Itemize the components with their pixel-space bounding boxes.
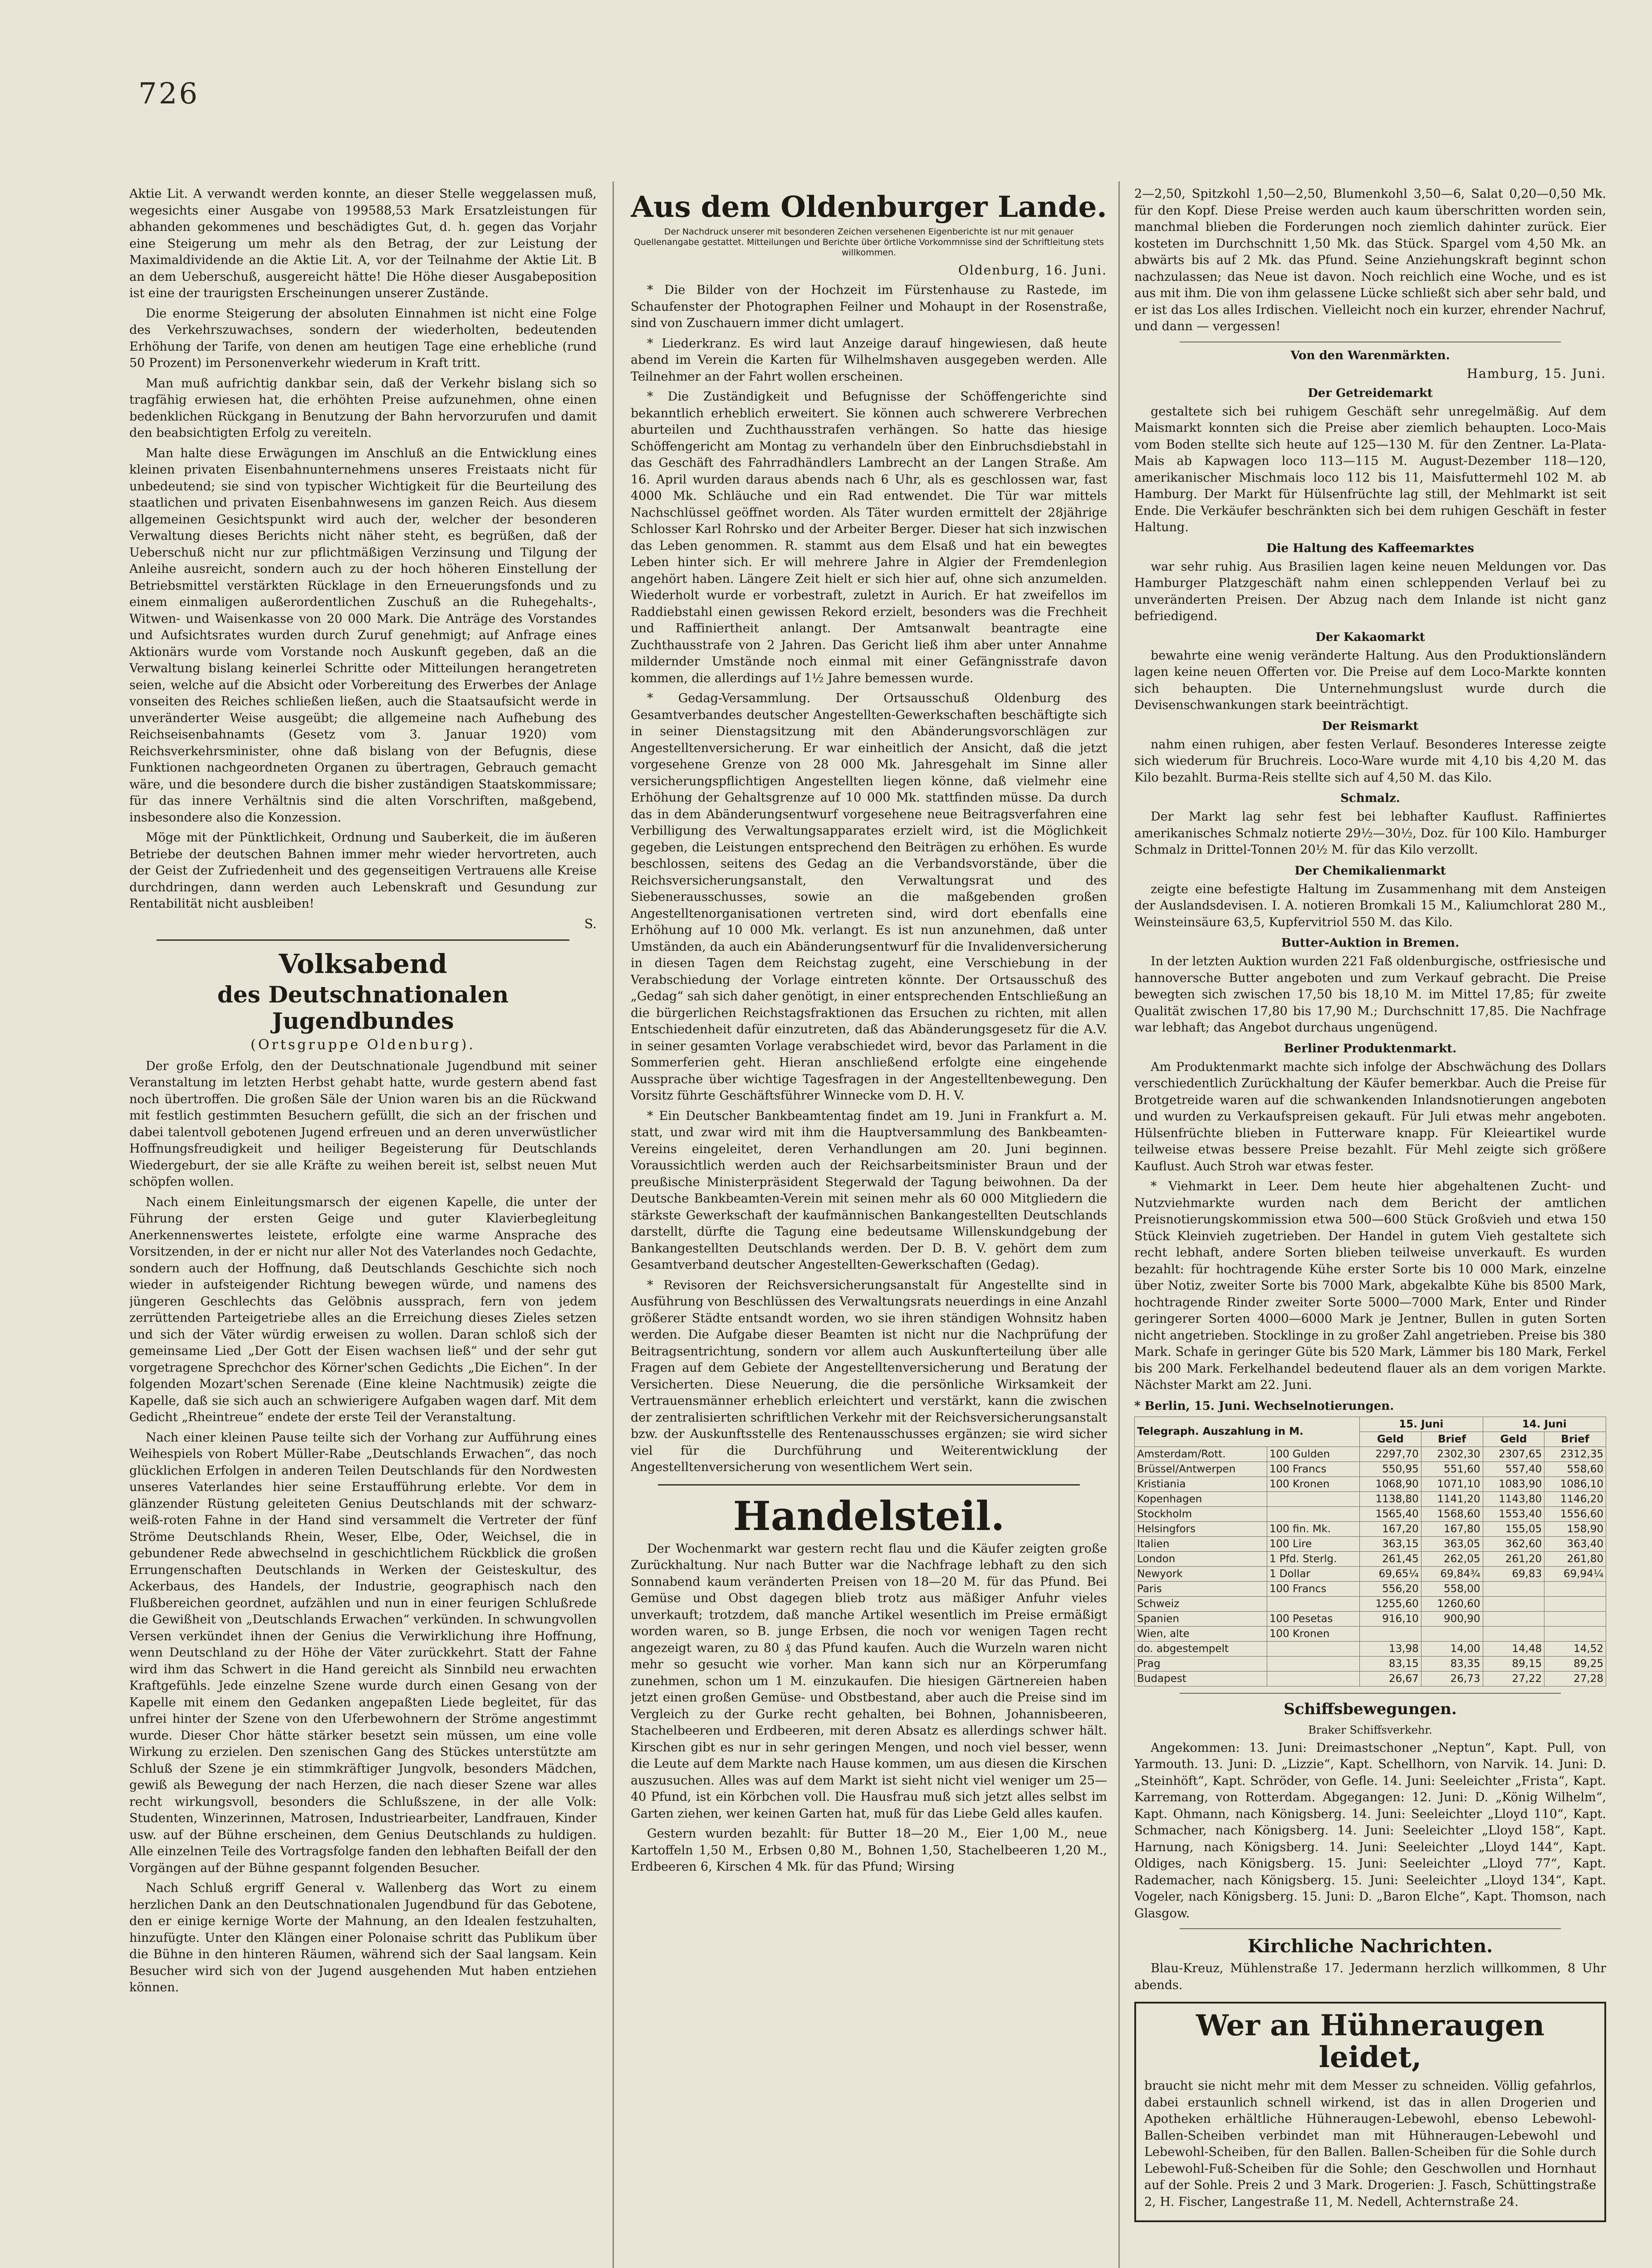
rate-cell: 167,20 — [1360, 1521, 1422, 1536]
rate-cell: 14,00 — [1421, 1641, 1483, 1656]
rate-cell — [1544, 1596, 1606, 1611]
currency-unit: 1 Pfd. Sterlg. — [1267, 1551, 1359, 1566]
table-row — [1135, 1506, 1606, 1521]
rate-cell: 2312,35 — [1544, 1447, 1606, 1461]
table-row — [1135, 1491, 1606, 1506]
rate-cell: 1086,10 — [1544, 1476, 1606, 1491]
currency-unit: 100 Francs — [1267, 1461, 1359, 1476]
rate-cell: 900,90 — [1421, 1611, 1483, 1626]
news-item: * Ein Deutscher Bankbeamtentag findet am 19. Juni in Frankfurt a. M. statt, und zwar wird mit ihm die Hauptversammlung des Bankbeamten-Vereins eingeleitet, deren Verhandlungen am 20. Juni beginnen. Voraussichtlich werden auch der Reichsarbeitsminister Braun und der preußische Ministerpräsident Stegerwald der Tagung beiwohnen. Da der Deutsche Bankbeamten-Verein mit seinen mehr als 60 000 Mitgliedern die stärkste Gewerkschaft der kaufmännischen Bankangestellten Deutschlands darstellt, dürfte die Tagung eine bedeutsame Willenskundgebung der Bankangestellten Deutschlands werden. Der D. B. V. gehört dem zum Gesamtverband deutscher Angestellten-Gewerkschaften (Gedag). — [631, 1109, 1107, 1272]
rate-cell: 26,67 — [1360, 1671, 1422, 1686]
column-right — [1134, 186, 1606, 2268]
rate-cell: 89,15 — [1483, 1656, 1544, 1671]
table-row — [1135, 1656, 1606, 1671]
currency-place: do. abgestempelt — [1135, 1641, 1267, 1656]
rate-cell: 1255,60 — [1360, 1596, 1422, 1611]
market-heading: Der Chemikalienmarkt — [1294, 864, 1446, 878]
rate-cell: 2302,30 — [1421, 1447, 1483, 1461]
reprint-note: Der Nachdruck unserer mit besonderen Zeichen versehenen Eigenberichte ist nur mit genauer Quellenangabe gestattet. Mitteilungen und Berichte über örtliche Vorkommnisse sind der Schriftleitung stets willkommen. — [633, 227, 1104, 258]
currency-place: Helsingfors — [1135, 1521, 1267, 1536]
article-paragraph: Möge mit der Pünktlichkeit, Ordnung und Sauberkeit, die im äußeren Betriebe der deutschen Bahnen immer mehr wieder hervortreten, auch der Geist der Zufriedenheit und des gegenseitigen Vertrauens alle Kreise durchdringen, dann werden auch Lebenskraft und Gesundung zur Rentabilität nicht ausbleiben! — [129, 831, 597, 911]
currency-place: London — [1135, 1551, 1267, 1566]
market-text: zeigte eine befestigte Haltung im Zusammenhang mit dem Ansteigen der Auslandsdevisen. I. A. notieren Bromkali 15 M., Kaliumchlorat 280 M., Weinsteinsäure 63,5, Kupfervitriol 550 M. das Kilo. — [1134, 882, 1606, 929]
article-paragraph: Nach einer kleinen Pause teilte sich der Vorhang zur Aufführung eines Weihespiels von Robert Müller-Rabe „Deutschlands Erwachen“, das noch glücklichen Erfolgen in anderen Teilen Deutschlands für den Nordwesten unseres Vaterlandes hier seine Erstaufführung erlebte. Vor dem in glänzender Rüstung geleiteten Genius Deutschlands mit der schwarz-weiß-roten Fahne in der Hand sind versammelt die Vertreter der fünf Ströme Deutschlands Rhein, Weser, Elbe, Oder, Weichsel, die in gebundener Rede abwechselnd in geschichtlichem Rückblick die großen Errungenschaften Deutschlands in Werken der Geisteskultur, des Ackerbaus, des Handels, der Industrie, geographisch nach den Flußbereichen geordnet, aufzählen und nun in einer feurigen Schlußrede die Gewißheit von „Deutschlands Erwachen“ verkünden. In schwungvollen Versen verkündet ihnen der Genius die Verwirklichung ihre Hoffnung, wenn Deutschland zu der Höhe der Väter zurückkehrt. Statt der Fahne wird ihm das Schwert in die Hand gereicht als Sinnbild neu erwachten Kraftgefühls. Jede einzelne Szene wurde durch einen Gesang von der Kapelle mit einem den Gedanken angepaßten Liede begleitet, für das unfrei hinter der Szene von den Uferbewohnern der Ströme angestimmt wurde. Dieser Chor hätte stärker besetzt sein müssen, um eine volle Wirkung zu erzielen. Den szenischen Gang des Stückes unterstützte am Schluß der Szene je ein stimmkräftiger Jungvolk, besonders Mädchen, gewiß als Bewegung der nach Herzen, die nach dieser Szene war alles recht wirkungsvoll, besonders die Schlußszene, in der alle Volk: Studenten, Winzerinnen, Matrosen, Industriearbeiter, Landfrauen, Kinder usw. auf der Bühne erscheinen, dem Genius Deutschlands zu huldigen. Alle einzelnen Teile des Vortragsfolge fanden den lebhaften Beifall der den Vorgängen auf der Bühne gespannt folgenden Besucher. — [129, 1430, 597, 1875]
rate-cell: 2297,70 — [1360, 1447, 1422, 1461]
advertisement — [1134, 2002, 1606, 2222]
rate-cell: 558,60 — [1544, 1461, 1606, 1476]
rate-cell: 556,20 — [1360, 1581, 1422, 1596]
news-item: * Revisoren der Reichsversicherungsanstalt für Angestellte sind in Ausführung von Beschlüssen des Verwaltungsrats neuerdings in eine Anzahl größerer Städte entsandt worden, wo sie ihren ständigen Wohnsitz haben werden. Die Aufgabe dieser Beamten ist nicht nur die Nachprüfung der Beitragsentrichtung, sondern vor allem auch Auskunfterteilung über alle Fragen auf dem Gebiete der Angestelltenversicherung und Beratung der Versicherten. Diese Neuerung, die die persönliche Wirksamkeit der Vertrauensmänner erheblich erleichtert und verstärkt, kann die zwischen der zentralisierten schriftlichen Verkehr mit der Reichsversicherungsanstalt bzw. der Auskunftsstelle des Rentenausschusses ergänzen; sie wird sicher viel für die Durchführung und Weiterentwicklung der Angestelltenversicherung von wesentlichem Wert sein. — [631, 1278, 1107, 1474]
market-reports — [1134, 386, 1606, 1394]
section-divider — [658, 1484, 1080, 1486]
article-paragraph: 2—2,50, Spitzkohl 1,50—2,50, Blumenkohl 3,50—6, Salat 0,20—0,50 Mk. für den Kopf. Diese Preise werden auch kaum überschritten worden sein, manchmal blieben die Forderungen noch ziemlich dahinter zurück. Eier kosteten im Durchschnitt 1,50 Mk. das Stück. Spargel vom 4,50 Mk. an abwärts bis auf 2 Mk. das Pfund. Seine Anziehungskraft beginnt schon nachzulassen; das Neue ist davon. Noch reichlich eine Woche, und es ist aus mit ihm. Die von ihm gelassene Lücke schließt sich aber sehr bald, und er ist das Los alles Irdischen. Vielleicht noch ein kurzer, ehrender Nachruf, und dann — vergessen! — [1134, 187, 1606, 333]
rate-cell: 69,84¾ — [1421, 1566, 1483, 1581]
currency-place: Prag — [1135, 1656, 1267, 1671]
currency-unit — [1267, 1506, 1359, 1521]
rate-cell: 916,10 — [1360, 1611, 1422, 1626]
article-paragraph: Man halte diese Erwägungen im Anschluß an die Entwicklung eines kleinen privaten Eisenbahnunternehmens unseres Freistaats nicht für unbedeutend; sie sind von typischer Wichtigkeit für die Beurteilung des staatlichen und privaten Eisenbahnwesens im ganzen Reich. Aus diesem allgemeinen Gesichtspunkt wird auch der, welcher der besonderen Verwaltung dieses Berichts nicht näher steht, es begrüßen, daß der Ueberschuß nicht nur zur pflichtmäßigen Verzinsung und Tilgung der Anleihe ausreicht, sondern auch zu der hoch höheren Einstellung der Betriebsmittel verstärkten Rücklage in den Erneuerungsfonds und zu einem einmaligen außerordentlichen Zuschuß an die Ruhegehalts-, Witwen- und Waisenkasse von 20 000 Mark. Die Anträge des Vorstandes und Aufsichtsrates wurden durch Zuruf genehmigt; auf Anfrage eines Aktionärs wurde vom Vorstande noch Auskunft gegeben, daß an die Verwaltung bislang keinerlei Schritte oder Mitteilungen herangetreten seien, welche auf die Absicht oder Vorbereitung des Erwerbes der Anlage vonseiten des Reiches schließen ließen, auch die Staatsaufsicht werde in unveränderter Weise ausgeübt; die allgemeine nach Aufhebung des Reichseisenbahnamts (Gesetz vom 3. Januar 1920) vom Reichsverkehrsminister, ohne daß bislang von der Befugnis, diese Funktionen nachgeordneten Organen zu übertragen, Gebrauch gemacht wäre, und die besondere durch die bisher zuständigen Staatskommissare; für das innere Verhältnis sind die alten Vorschriften, maßgebend, insbesondere also die Konzession. — [129, 446, 597, 825]
rate-cell: 83,15 — [1360, 1656, 1422, 1671]
market-text: Der Markt lag sehr fest bei lebhafter Kauflust. Raffiniertes amerikanisches Schmalz notierte 29½—30½, Doz. für 100 Kilo. Hamburger Schmalz in Drittel-Tonnen 20½ M. für das Kilo verzollt. — [1134, 810, 1606, 857]
table-header: Telegraph. Auszahlung in M. — [1135, 1417, 1360, 1447]
rate-cell: 261,80 — [1544, 1551, 1606, 1566]
column-left — [129, 186, 597, 2268]
rate-cell: 1071,10 — [1421, 1476, 1483, 1491]
article-paragraph: Blau-Kreuz, Mühlenstraße 17. Jedermann herzlich willkommen, 8 Uhr abends. — [1134, 1961, 1606, 1992]
rate-cell: 14,52 — [1544, 1641, 1606, 1656]
rate-cell: 1260,60 — [1421, 1596, 1483, 1611]
table-row — [1135, 1476, 1606, 1491]
rate-cell: 363,15 — [1360, 1536, 1422, 1551]
table-row — [1135, 1461, 1606, 1476]
table-row — [1135, 1641, 1606, 1656]
currency-place: Newyork — [1135, 1566, 1267, 1581]
rate-cell — [1544, 1626, 1606, 1641]
currency-place: Italien — [1135, 1536, 1267, 1551]
rate-cell: 558,00 — [1421, 1581, 1483, 1596]
rate-cell: 262,05 — [1421, 1551, 1483, 1566]
rate-cell: 362,60 — [1483, 1536, 1544, 1551]
currency-unit: 100 Kronen — [1267, 1476, 1359, 1491]
currency-place: Stockholm — [1135, 1506, 1267, 1521]
currency-place: Wien, alte — [1135, 1626, 1267, 1641]
currency-place: Budapest — [1135, 1671, 1267, 1686]
news-item: * Die Bilder von der Hochzeit im Fürstenhause zu Rastede, im Schaufenster der Photographen Feilner und Mohaupt in der Rosenstraße, sind von Zuschauern immer dicht umlagert. — [631, 283, 1107, 330]
rate-cell — [1544, 1581, 1606, 1596]
table-row — [1135, 1536, 1606, 1551]
section-title: Aus dem Oldenburger Lande. — [631, 190, 1107, 224]
section-divider — [1180, 1928, 1561, 1929]
article-paragraph: Der große Erfolg, den der Deutschnationale Jugendbund mit seiner Veranstaltung im letzten Herbst gehabt hatte, wurde gestern abend fast noch übertroffen. Die großen Säle der Union waren bis an die Rückwand mit festlich gestimmten Besuchern gefüllt, die sich an der frischen und dabei talentvoll gebotenen Jugend erfreuen und an deren unverwüstlicher Hoffnungsfreudigkeit und heiliger Begeisterung für Deutschlands Wiedergeburt, der sie alle Kräfte zu weihen bereit ist, selbst neuen Mut schöpfen wollen. — [129, 1059, 597, 1189]
currency-place: Schweiz — [1135, 1596, 1267, 1611]
column-rule — [613, 181, 614, 2268]
currency-place: Paris — [1135, 1581, 1267, 1596]
section-title: Schiffsbewegungen. — [1284, 1700, 1457, 1718]
rate-cell: 69,94¼ — [1544, 1566, 1606, 1581]
rate-cell — [1421, 1626, 1483, 1641]
rate-cell: 557,40 — [1483, 1461, 1544, 1476]
rate-cell: 1138,80 — [1360, 1491, 1422, 1506]
currency-unit — [1267, 1671, 1359, 1686]
section-subtitle: (Ortsgruppe Oldenburg). — [250, 1036, 476, 1053]
section-title: Volksabend — [279, 948, 447, 979]
market-heading: Der Reismarkt — [1322, 719, 1419, 733]
currency-unit — [1267, 1641, 1359, 1656]
table-header: Brief — [1421, 1432, 1483, 1447]
rate-cell: 550,95 — [1360, 1461, 1422, 1476]
market-text: Am Produktenmarkt machte sich infolge der Abschwächung des Dollars verschiedentlich Zurückhaltung der Käufer bemerkbar. Auch die Preise für Brotgetreide waren auf die schwankenden Inlandsnotierungen angeboten und wurden zu Verkaufspreisen gekauft. Für Juli etwas mehr angeboten. Hülsenfrüchte blieben in Futterware knapp. Für Kleieartikel wurde teilweise etwas bessere Preise bezahlt. Für Mehl zeigte sich größere Kauflust. Auch Stroh war etwas fester. — [1134, 1060, 1606, 1173]
rate-cell: 167,80 — [1421, 1521, 1483, 1536]
rate-cell — [1483, 1596, 1544, 1611]
rate-cell: 1553,40 — [1483, 1506, 1544, 1521]
table-header: Brief — [1544, 1432, 1606, 1447]
table-row — [1135, 1521, 1606, 1536]
rate-cell: 27,22 — [1483, 1671, 1544, 1686]
rate-cell: 14,48 — [1483, 1641, 1544, 1656]
currency-unit: 100 Gulden — [1267, 1447, 1359, 1461]
currency-place: Kopenhagen — [1135, 1491, 1267, 1506]
table-row — [1135, 1581, 1606, 1596]
section-title: Handelsteil. — [733, 1492, 1005, 1540]
news-item: * Die Zuständigkeit und Befugnisse der Schöffengerichte sind bekanntlich erheblich erweitert. Sie können auch schwerere Verbrechen aburteilen und Zuchthausstrafen verhängen. So hatte das hiesige Schöffengericht am Montag zu verhandeln über den Einbruchsdiebstahl in das Geschäft des Fahrradhändlers Lambrecht an der Langen Straße. Am 16. April wurden daraus abends nach 6 Uhr, als es geschlossen war, fast 4000 Mk. Schläuche und ein Rad entwendet. Die Tür war mittels Nachschlüssel geöffnet worden. Als Täter wurden ermittelt der 28jährige Schlosser Karl Rohrsko und der Arbeiter Berger. Dieser hat sich inzwischen das Leben genommen. R. stammt aus dem Elsaß und hat ein bewegtes Leben hinter sich. Er will mehrere Jahre in Algier der Fremdenlegion angehört haben. Längere Zeit hielt er sich hier auf, ohne sich anzumelden. Wiederholt wurde er vorbestraft, zuletzt in Aurich. Er hat zweifellos im Raddiebstahl einen gewissen Rekord erzielt, besonders was die Frechheit und Raffiniertheit anlangt. Der Amtsanwalt beantragte eine Zuchthausstrafe von 2 Jahren. Das Gericht ließ ihm aber unter Annahme mildernder Umstände noch einmal mit einer Gefängnisstrafe davon kommen, die allerdings auf 1½ Jahre bemessen wurde. — [631, 390, 1107, 685]
rate-cell: 261,20 — [1483, 1551, 1544, 1566]
rate-cell: 2307,65 — [1483, 1447, 1544, 1461]
market-heading: Berliner Produktenmarkt. — [1284, 1041, 1457, 1056]
currency-place: Brüssel/Antwerpen — [1135, 1461, 1267, 1476]
rate-cell: 13,98 — [1360, 1641, 1422, 1656]
currency-unit — [1267, 1491, 1359, 1506]
rate-cell: 155,05 — [1483, 1521, 1544, 1536]
rate-cell: 69,83 — [1483, 1566, 1544, 1581]
rate-cell: 69,65¼ — [1360, 1566, 1422, 1581]
rate-cell — [1544, 1611, 1606, 1626]
section-subtitle: Braker Schiffsverkehr. — [1308, 1723, 1432, 1736]
table-row — [1135, 1447, 1606, 1461]
market-heading: Der Getreidemarkt — [1308, 386, 1433, 400]
table-header: Geld — [1483, 1432, 1544, 1447]
rate-cell: 1068,90 — [1360, 1476, 1422, 1491]
article-paragraph: Gestern wurden bezahlt: für Butter 18—20 M., Eier 1,00 M., neue Kartoffeln 1,50 M., Erbsen 0,80 M., Bohnen 1,50, Stachelbeeren 1,20 M., Erdbeeren 6, Kirschen 4 Mk. für das Pfund; Wirsing — [631, 1827, 1107, 1874]
section-title: Von den Warenmärkten. — [1290, 348, 1450, 362]
rate-cell: 83,35 — [1421, 1656, 1483, 1671]
currency-unit: 1 Dollar — [1267, 1566, 1359, 1581]
section-divider — [1180, 1693, 1561, 1694]
currency-unit: 100 Kronen — [1267, 1626, 1359, 1641]
rate-cell: 1141,20 — [1421, 1491, 1483, 1506]
column-rule — [1118, 181, 1120, 2268]
article-paragraph: Man muß aufrichtig dankbar sein, daß der Verkehr bislang sich so tragfähig erwiesen hat, die erhöhten Preise aufzunehmen, ohne einen bedenklichen Rückgang in Benutzung der Bahn hervorzurufen und damit den beabsichtigten Erfolg zu vereiteln. — [129, 376, 597, 440]
market-heading: Die Haltung des Kaffeemarktes — [1266, 541, 1474, 555]
news-item: * Gedag-Versammlung. Der Ortsausschuß Oldenburg des Gesamtverbandes deutscher Angestellten-Gewerkschaften beschäftigte sich in seiner Dienstagsitzung mit den Abänderungsvorschlägen zur Angestelltenversicherung. Er war einheitlich der Ansicht, daß die jetzt vorgesehene Grenze von 28 000 Mk. Jahresgehalt im Sinne aller versicherungspflichtigen Angestellten liegen könne, daß vielmehr eine Erhöhung der Gehaltsgrenze auf 10 000 Mk. stattfinden müsse. Da durch das in dem Abänderungsentwurf vorgesehene neue Beitragsverfahren eine Verbilligung des Verwaltungsapparates erzielt wird, ist die Möglichkeit gegeben, die Leistungen entsprechend den Beiträgen zu erhöhen. Es wurde beschlossen, seitens des Gedag an die Verbandsvorstände, über die Reichsversicherungsanstalt, den Verwaltungsrat und des Siebenerausschusses, sowie an die maßgebenden großen Angestelltenorganisationen vertreten sind, wird dort ebenfalls eine Erhöhung auf 10 000 Mk. verlangt. Es ist nun anzunehmen, daß unter Umständen, da auch ein Abänderungsentwurf für die Invalidenversicherung in diesen Tagen dem Reichstag zugeht, eine Verschiebung in der Verabschiedung der Vorlage eintreten könnte. Der Ortsausschuß des „Gedag“ sah sich daher genötigt, in einer entsprechenden Entschließung an die bürgerlichen Reichstagsfraktionen das Ersuchen zu richten, mit allen Entschiedenheit dafür einzutreten, daß das Abänderungsgesetz für die A.V. in seiner gesamten Vorlage verabschiedet wird, bevor das Parlament in die Sommerferien geht. Hieran anschließend erfolgte eine eingehende Aussprache über wichtige Tagesfragen in der Angestelltenbewegung. Den Vorsitz führte Geschäftsführer Winnecke vom D. H. V. — [631, 691, 1107, 1103]
rate-cell: 1143,80 — [1483, 1491, 1544, 1506]
rate-cell: 1556,60 — [1544, 1506, 1606, 1521]
page-number: 726 — [138, 77, 200, 111]
rate-cell: 1568,60 — [1421, 1506, 1483, 1521]
table-row — [1135, 1596, 1606, 1611]
currency-place: Kristiania — [1135, 1476, 1267, 1491]
table-row — [1135, 1551, 1606, 1566]
rate-cell: 551,60 — [1421, 1461, 1483, 1476]
market-text: In der letzten Auktion wurden 221 Faß oldenburgische, ostfriesische und hannoversche Butter angeboten und zum Verkauf gebracht. Die Preise bewegten sich zwischen 17,50 bis 18,10 M. im Mittel 17,85; für zweite Qualität zwischen 17,80 bis 17,90 M.; Durchschnitt 17,85. Die Nachfrage war lebhaft; das Angebot durchaus ungenügend. — [1134, 954, 1606, 1035]
article-signature: S. — [584, 916, 597, 931]
currency-unit — [1267, 1596, 1359, 1611]
section-title-line2: des Deutschnationalen Jugendbundes — [217, 981, 509, 1034]
article-paragraph: Die enorme Steigerung der absoluten Einnahmen ist nicht eine Folge des Verkehrszuwachses, sondern der wiederholten, bedeutenden Erhöhung der Tarife, von denen am heutigen Tage eine erhebliche (rund 50 Prozent) im Personenverkehr wiederum in Kraft tritt. — [129, 306, 597, 370]
market-heading: Schmalz. — [1340, 792, 1400, 805]
ad-title: Wer an Hühneraugen leidet, — [1196, 2009, 1545, 2074]
rate-cell: 1146,20 — [1544, 1491, 1606, 1506]
table-row — [1135, 1626, 1606, 1641]
rate-cell: 158,90 — [1544, 1521, 1606, 1536]
dateline: Oldenburg, 16. Juni. — [958, 263, 1107, 278]
currency-place: Amsterdam/Rott. — [1135, 1447, 1267, 1461]
table-header: Geld — [1360, 1432, 1422, 1447]
rate-cell: 261,45 — [1360, 1551, 1422, 1566]
currency-unit: 100 Pesetas — [1267, 1611, 1359, 1626]
rate-cell — [1483, 1626, 1544, 1641]
ad-text: braucht sie nicht mehr mit dem Messer zu schneiden. Völlig gefahrlos, dabei erstaunlich schnell wirkend, ist das in allen Drogerien und Apotheken erhältliche Hühneraugen-Lebewohl, ebenso Lebewohl-Ballen-Scheiben verbindet man mit Hühneraugen-Lebewohl und Lebewohl-Scheiben, für den Ballen. Ballen-Scheiben für die Sohle durch Lebewohl-Fuß-Scheiben für die Sohle; den Geschwollen und Hornhaut auf der Sohle. Preis 2 und 3 Mark. Drogerien: J. Fasch, Schüttingstraße 2, H. Fischer, Langestraße 11, M. Nedell, Achternstraße 24. — [1144, 2079, 1596, 2209]
market-heading: Der Kakaomarkt — [1315, 630, 1425, 644]
rate-cell — [1483, 1581, 1544, 1596]
table-header: 14. Juni — [1483, 1417, 1606, 1432]
currency-unit: 100 Lire — [1267, 1536, 1359, 1551]
market-text: bewahrte eine wenig veränderte Haltung. Aus den Produktionsländern lagen keine neuen Offerten vor. Die Preise auf dem Loco-Markte konnten sich behaupten. Die Unternehmungslust wurde durch die Devisenschwankungen stark beeinträchtigt. — [1134, 648, 1606, 712]
section-divider — [157, 939, 569, 941]
rate-cell: 363,40 — [1544, 1536, 1606, 1551]
dateline: Hamburg, 15. Juni. — [1466, 366, 1606, 381]
currency-unit: 100 fin. Mk. — [1267, 1521, 1359, 1536]
rate-cell: 1565,40 — [1360, 1506, 1422, 1521]
rate-cell: 363,05 — [1421, 1536, 1483, 1551]
table-row — [1135, 1671, 1606, 1686]
currency-unit — [1267, 1656, 1359, 1671]
table-header: 15. Juni — [1360, 1417, 1483, 1432]
fx-heading: * Berlin, 15. Juni. Wechselnotierungen. — [1134, 1399, 1394, 1413]
market-text: war sehr ruhig. Aus Brasilien lagen keine neuen Meldungen vor. Das Hamburger Platzgeschäft nahm einen schleppenden Verlauf bei zu unveränderten Preisen. Der Abzug nach dem Inlande ist nicht ganz befriedigend. — [1134, 559, 1606, 623]
market-text: gestaltete sich bei ruhigem Geschäft sehr unregelmäßig. Auf dem Maismarkt konnten sich die Preise aber ziemlich behaupten. Loco-Mais vom Boden stellte sich heute auf 125—130 M. für den Zentner. La-Plata-Mais ab Kapwagen loco 113—115 M. August-Dezember 118—120, amerikanischer Mischmais loco 112 bis 11, Maisfuttermehl 102 M. ab Hamburg. Der Markt für Hülsenfrüchte lag still, der Mehlmarkt ist seit Ende. Die Verkäufer beschränkten sich bei dem ruhigen Geschäft in fester Haltung. — [1134, 404, 1606, 534]
article-paragraph: Nach einem Einleitungsmarsch der eigenen Kapelle, die unter der Führung der ersten Geige und guter Klavierbegleitung Anerkennenswertes leistete, erfolgte eine warme Ansprache des Vorsitzenden, in der er nicht nur aller Not des Vaterlandes noch Gedachte, sondern auch der Hoffnung, daß Deutschlands Geschichte sich noch wieder in aufsteigender Richtung bewegen würde, und namens des jüngeren Geschlechts das Gelöbnis aussprach, fern von jedem zerrüttenden Parteigetriebe alles an die Erreichung dieses Zieles setzen und sich der Väter würdig erweisen zu wollen. Daran schloß sich der gemeinsame Lied „Der Gott der Eisen wachsen ließ“ und der sehr gut vorgetragene Sprechchor des Körner'schen Gedichts „Die Eichen“. In der folgenden Mozart'schen Serenade (Eine kleine Nachtmusik) zeigte die Kapelle, daß sie sich auch an schwierigere Aufgaben wagen darf. Mit dem Gedicht „Rheintreue“ endete der erste Teil der Veranstaltung. — [129, 1195, 597, 1424]
table-row — [1135, 1566, 1606, 1581]
article-paragraph: Der Wochenmarkt war gestern recht flau und die Käufer zeigten große Zurückhaltung. Nur nach Butter war die Nachfrage lebhaft zu den sich Sonnabend kaum veränderten Preisen von 18—20 M. für das Pfund. Bei Gemüse und Obst dagegen blieb trotz aus mäßiger Anfuhr vieles unverkauft; trotzdem, daß manche Artikel wesentlich im Preise ermäßigt worden waren, so B. junge Erbsen, die noch vor wenigen Tagen recht angezeigt waren, zu 80 ₰ das Pfund kaufen. Auch die Wurzeln waren nicht mehr so gesucht wie vorher. Man kann sich nur an Körperumfang zunehmen, schon um 1 M. einzukaufen. Die hiesigen Gärtnereien haben jetzt einen großen Gemüse- und Obstbestand, aber auch die Preise sind im Vergleich zu der Gurke recht gehalten, bei Bohnen, Johannisbeeren, Stachelbeeren und Erdbeeren, mit deren Absatz es allerdings schwer hält. Kirschen gibt es nur in sehr geringen Mengen, und noch viel besser, wenn die Leute auf dem Markte nach Hause kommen, um aus diesen die Kirschen auszusuchen. Alles was auf dem Markt ist sieht nicht viel weniger um 25—40 Pfund, ist ein Körbchen voll. Die Hausfrau muß sich jetzt alles selbst im Garten ziehen, wer keinen Garten hat, muß für das Liebe Geld alles kaufen. — [631, 1541, 1107, 1821]
rate-cell — [1360, 1626, 1422, 1641]
article-paragraph: Angekommen: 13. Juni: Dreimastschoner „Neptun“, Kapt. Pull, von Yarmouth. 13. Juni: D. „Lizzie“, Kapt. Schellhorn, von Narvik. 14. Juni: D. „Steinhöft“, Kapt. Schröder, von Gefle. 14. Juni: Seeleichter „Frista“, Kapt. Karremang, von Rotterdam. Abgegangen: 12. Juni: D. „König Wilhelm“, Kapt. Ohmann, nach Königsberg. 14. Juni: Seeleichter „Lloyd 110“, Kapt. Schmacher, nach Königsberg. 14. Juni: Seeleichter „Lloyd 158“, Kapt. Harnung, nach Königsberg. 14. Juni: Seeleichter „Lloyd 144“, Kapt. Oldiges, nach Königsberg. 15. Juni: Seeleichter „Lloyd 77“, Kapt. Rademacher, nach Königsberg. 15. Juni: Seeleichter „Lloyd 134“, Kapt. Vogeler, nach Königsberg. 15. Juni: D. „Baron Elche“, Kapt. Thomson, nach Glasgow. — [1134, 1740, 1606, 1921]
rate-cell: 1083,90 — [1483, 1476, 1544, 1491]
exchange-rate-table — [1134, 1417, 1606, 1686]
market-text: * Viehmarkt in Leer. Dem heute hier abgehaltenen Zucht- und Nutzviehmarkte wurden nach dem Bericht der amtlichen Preisnotierungskommission etwa 500—600 Stück Großvieh und etwa 150 Stück Kleinvieh zugetrieben. Der Handel in gutem Vieh gestaltete sich recht lebhaft, andere Sorten blieben teilweise unverkauft. Es wurden bezahlt: für hochtragende Kühe erster Sorte bis 10 000 Mark, einzelne über Notiz, zweiter Sorte bis 7000 Mark, abgekalbte Kühe bis 8500 Mark, hochtragende Rinder zweiter Sorte 5000—7000 Mark, Enter und Rinder geringerer Sorten 4000—6000 Mark je Jentner, Bullen in guten Sorten nicht angetrieben. Stocklinge in zu großer Zahl angetrieben. Preise bis 380 Mark. Schafe in geringer Güte bis 520 Mark, Lämmer bis 180 Mark, Ferkel bis 200 Mark. Ferkelhandel bedeutend flauer als an dem vorigen Markte. Nächster Markt am 22. Juni. — [1134, 1179, 1606, 1392]
rate-cell: 26,73 — [1421, 1671, 1483, 1686]
article-paragraph: Nach Schluß ergriff General v. Wallenberg das Wort zu einem herzlichen Dank an den Deutschnationalen Jugendbund für das Gebotene, den er einige kernige Worte der Mahnung, an den Idealen festzuhalten, hinzufügte. Unter den Klängen einer Polonaise schritt das Publikum über die Bühne in den hinteren Räumen, während sich der Saal langsam. Kein Besucher wird sich von der Jugend ausgehenden Mut haben entziehen können. — [129, 1881, 597, 1994]
market-text: nahm einen ruhigen, aber festen Verlauf. Besonderes Interesse zeigte sich wiederum für Bruchreis. Loco-Ware wurde mit 4,10 bis 4,20 M. das Kilo bezahlt. Burma-Reis stellte sich auf 4,50 M. das Kilo. — [1134, 737, 1606, 785]
currency-unit: 100 Francs — [1267, 1581, 1359, 1596]
column-middle — [631, 186, 1107, 2268]
market-heading: Butter-Auktion in Bremen. — [1281, 936, 1460, 950]
news-item: * Liederkranz. Es wird laut Anzeige darauf hingewiesen, daß heute abend im Verein die Karten für Wilhelmshaven ausgegeben werden. Alle Teilnehmer an der Fahrt wollen erscheinen. — [631, 336, 1107, 384]
rate-cell — [1483, 1611, 1544, 1626]
currency-place: Spanien — [1135, 1611, 1267, 1626]
rate-cell: 89,25 — [1544, 1656, 1606, 1671]
article-paragraph: Aktie Lit. A verwandt werden konnte, an dieser Stelle weggelassen muß, wegesichts einer Ausgabe von 199588,53 Mark Ersatzleistungen für abhanden gekommenes und beschädigtes Gut, d. h. gegen das Vorjahr eine Steigerung um mehr als den Betrag, der zur Leistung der Maximaldividende an die Aktie Lit. A, vor der Teilnahme der Aktie Lit. B an dem Ueberschuß, ausgereicht hätte! Die Höhe dieser Ausgabeposition ist eine der traurigsten Erscheinungen unserer Zustände. — [129, 187, 597, 300]
section-title: Kirchliche Nachrichten. — [1247, 1936, 1493, 1957]
table-row — [1135, 1611, 1606, 1626]
rate-cell: 27,28 — [1544, 1671, 1606, 1686]
